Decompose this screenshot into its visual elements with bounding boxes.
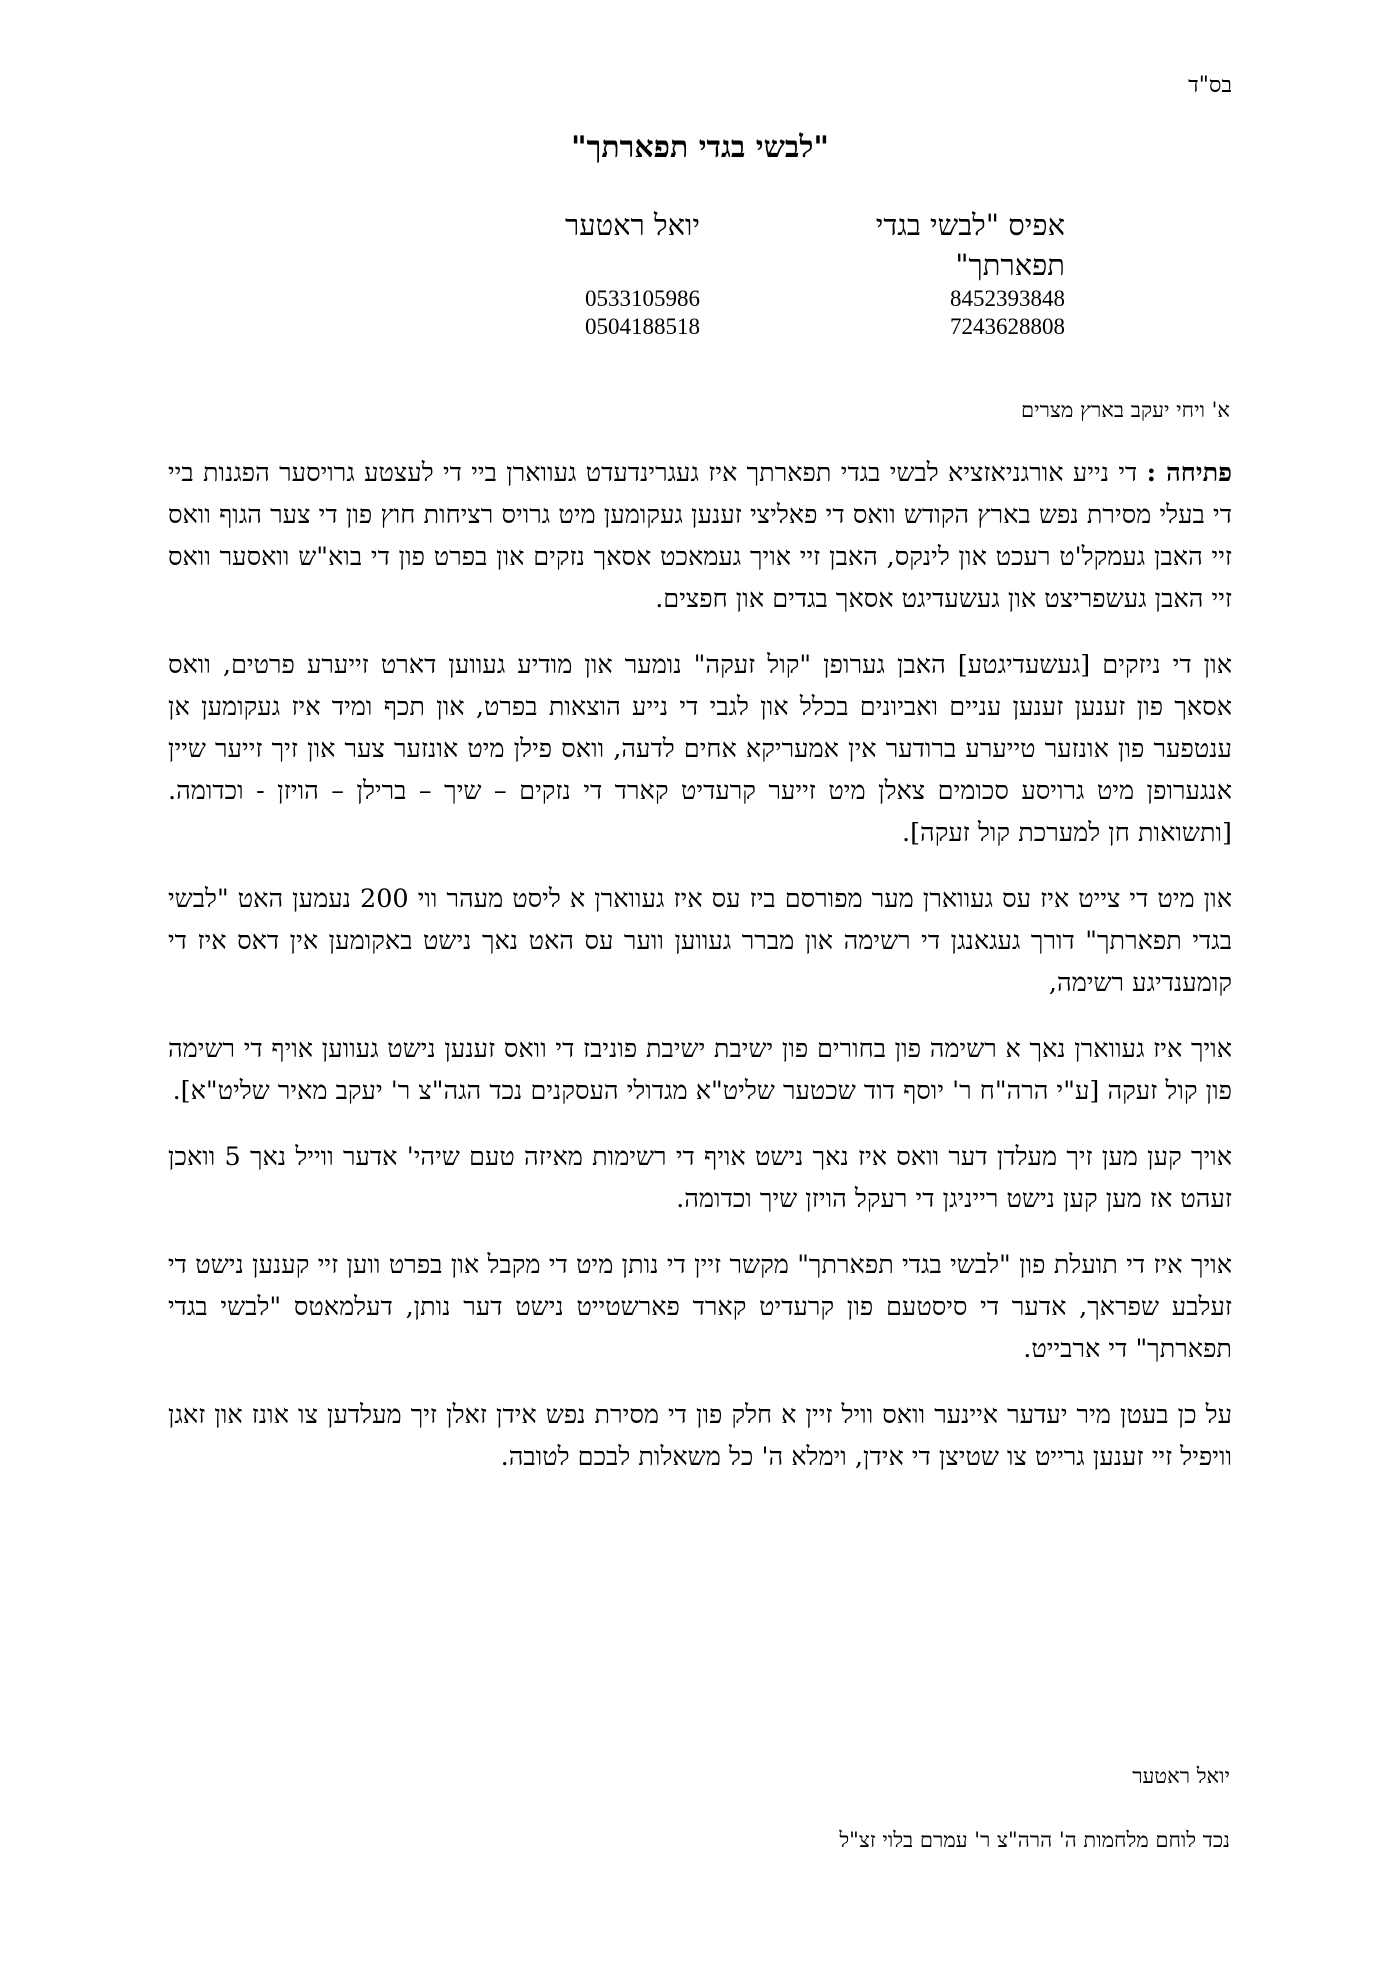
bsd-mark: בס"ד	[1188, 73, 1232, 98]
dedication-line: נכד לוחם מלחמות ה' הרה"צ ר' עמרם בלוי זצ"ל	[839, 1828, 1230, 1852]
person-contact-block	[450, 205, 700, 341]
office-phone-1: 8452393848	[950, 286, 1065, 311]
office-phone-2: 7243628808	[950, 314, 1065, 339]
paragraph: על כן בעטן מיר יעדער איינער וואס וויל זיין א חלק פון די מסירת נפש אידן זאלן זיך מעלדען צו אונז און זאגן וויפיל זיי זענען גרייט צו שטיצן די אידן, וימלא ה' כל משאלות לבכם לטובה.	[168, 1400, 1233, 1472]
paragraph: אויך איז די תועלת פון "לבשי בגדי תפארתך" מקשר זיין די נותן מיט די מקבל און בפרט ווען זיי קענען נישט די זעלבע שפראך, אדער די סיסטעם פון קרעדיט קארד פארשטייט נישט דער נותן, דעלמאטס "לבשי בגדי תפארתך" די ארבייט.	[168, 1250, 1232, 1364]
person-name: יואל ראטער	[564, 208, 700, 242]
paragraph-text: די נייע אורגניאזציא לבשי בגדי תפארתך איז געגרינדעדט געווארן ביי די לעצטע גרויסער הפגנות ביי די בעלי מסירת נפש בארץ הקודש וואס די פאליצי זענען געקומען מיט גרויס רציחות חוץ פון די צער הגוף וואס זיי האבן געמקל'ט רעכט און לינקס, האבן זיי אויך געמאכט אסאך נזקים און בפרט פון די בוא"ש וואסער וואס זיי האבן געשפריצט און געשעדיגט אסאך בגדים און חפצים.	[168, 458, 1232, 614]
parasha-date: א' ויחי יעקב בארץ מצרים	[1021, 398, 1230, 422]
letter-body	[168, 452, 1232, 1502]
office-contact-block	[815, 205, 1065, 341]
signature: יואל ראטער	[1132, 1764, 1230, 1788]
intro-label: פתיחה :	[1146, 458, 1232, 488]
office-name: אפיס "לבשי בגדי תפארתך"	[875, 208, 1065, 282]
person-phone-2: 0504188518	[585, 314, 700, 339]
paragraph: אויך איז געווארן נאך א רשימה פון בחורים פון ישיבת ישיבת פוניבז די וואס זענען נישט געווען אויף די רשימה פון קול זעקה [ע"י הרה"ח ר' יוסף דוד שכטער שליט"א מגדולי העסקנים נכד הגה"צ ר' יעקב מאיר שליט"א].	[168, 1034, 1232, 1106]
paragraph: און מיט די צייט איז עס געווארן מער מפורסם ביז עס איז געווארן א ליסט מעהר ווי 200 נעמען האט "לבשי בגדי תפארתך" דורך געגאנגן די רשימה און מברר געווען ווער עס האט נאך נישט באקומען אין דאס איז די קומענדיגע רשימה,	[168, 884, 1232, 998]
paragraph-intro	[168, 452, 1232, 620]
document-title: "לבשי בגדי תפארתך"	[570, 130, 830, 165]
paragraph: אויך קען מען זיך מעלדן דער וואס איז נאך נישט אויף די רשימות מאיזה טעם שיהי' אדער ווייל נאך 5 וואכן זעהט אז מען קען נישט רייניגן די רעקל הויזן שיך וכדומה.	[168, 1142, 1232, 1214]
paragraph: און די ניזקים [געשעדיגטע] האבן גערופן "קול זעקה" נומער און מודיע געווען דארט זייערע פרטים, וואס אסאך פון זענען זענען עניים ואביונים בכלל און לגבי די נייע הוצאות בפרט, און תכף ומיד איז געקומען אן ענטפער פון אונזער טייערע ברודער אין אמעריקא אחים לדעה, וואס פילן מיט אונזער צער און זיך זייער שיין אנגערופן מיט גרויסע סכומים צאלן מיט זייער קרעדיט קארד די נזקים – שיך – ברילן – הויזן - וכדומה. [ותשואות חן למערכת קול זעקה].	[168, 650, 1232, 848]
person-phone-1: 0533105986	[585, 286, 700, 311]
